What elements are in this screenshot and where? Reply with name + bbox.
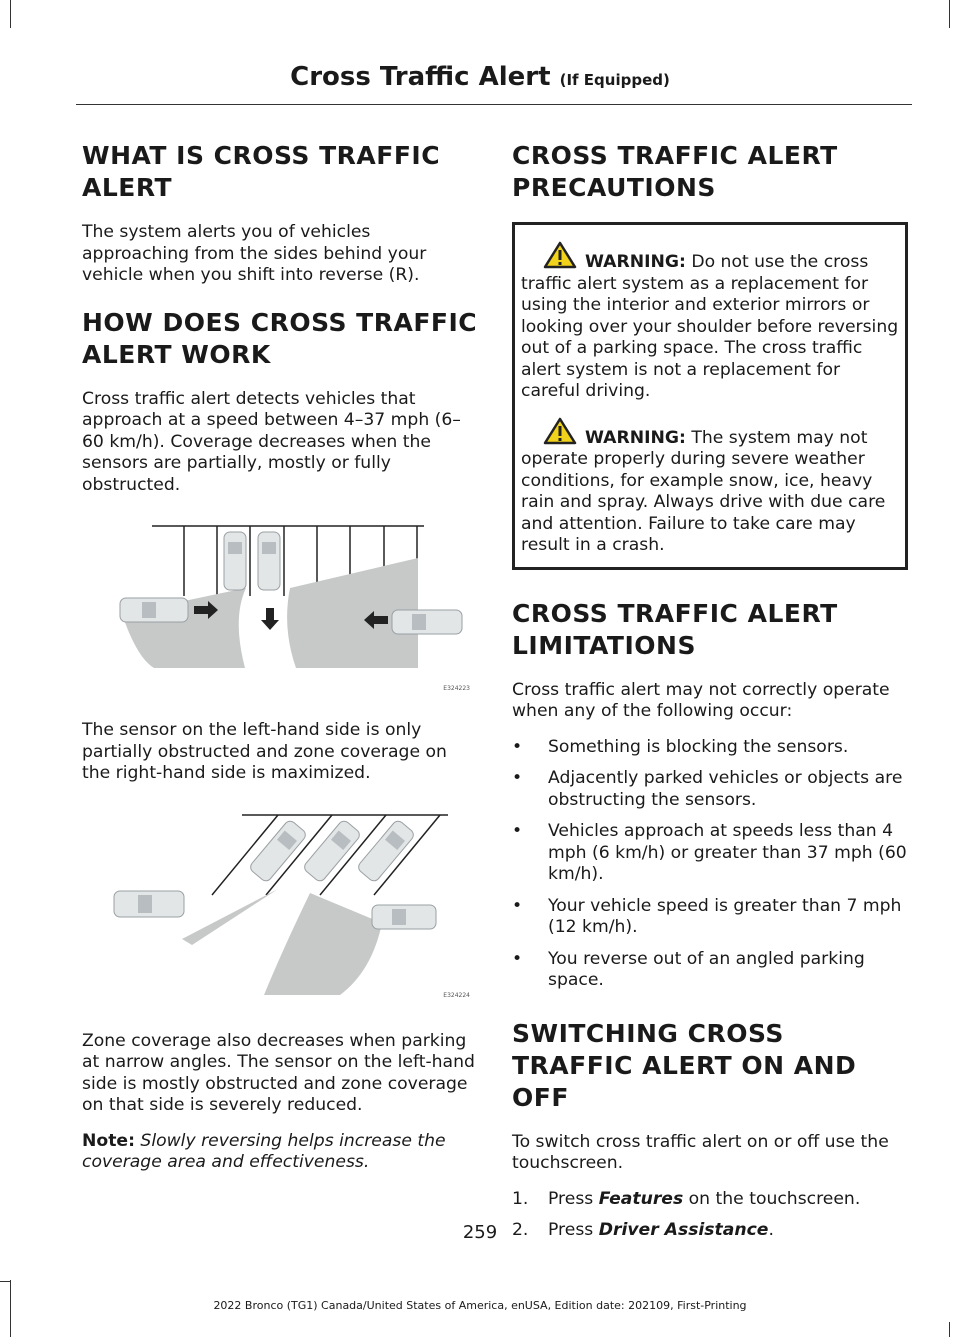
crop-mark [949,1322,950,1337]
bullet: • [512,736,523,757]
bullet: • [512,768,523,788]
list-item-text: Something is blocking the sensors. [548,736,849,757]
note [82,1131,478,1174]
warning-item [521,241,899,403]
bullet: • [512,948,523,969]
step-text: on the touchscreen. [688,1188,861,1209]
section-heading-limitations: CROSS TRAFFIC ALERT LIMITATIONS [512,598,838,660]
section-heading-how-does: HOW DOES CROSS TRAFFIC ALERT WORK [82,307,478,369]
section-heading-what-is: WHAT IS CROSS TRAFFIC ALERT [82,141,441,202]
step-emphasis: Features [598,1188,684,1209]
bullet: • [512,821,523,841]
right-column [512,140,908,1252]
list-item [512,768,908,811]
page-number: 259 [462,1222,498,1243]
left-column [82,140,478,1188]
bullet: • [512,895,523,916]
warning-label: WARNING: [585,252,686,272]
list-item [512,821,908,886]
step-text: . [768,1220,774,1240]
header-rule [76,104,912,105]
paragraph-narrow-angles: Zone coverage also decreases when parking at narrow angles. The sensor on the left-hand side is mostly obstructed and zone coverage on that side is severely reduced. [82,1030,475,1115]
list-item [512,949,908,992]
warning-label: WARNING: [585,427,686,448]
list-item [512,896,908,939]
warning-text: Do not use the cross traffic alert system as a replacement for using the interior and exterior mirrors or looking over your shoulder before reversing out of a parking space. The cross traffic alert system is not a replacement for careful driving. [521,252,899,401]
figure-angled-parking [82,811,478,1001]
figure-code: E324224 [443,991,470,999]
list-item-text: Adjacently parked vehicles or objects are obstructing the sensors. [548,768,903,810]
limitations-list [512,737,908,992]
page-header [0,62,960,92]
paragraph-limitations: Cross traffic alert may not correctly operate when any of the following occur: [512,679,890,721]
coverage-diagram-1 [82,518,478,694]
section-heading-switching: SWITCHING CROSS TRAFFIC ALERT ON AND OFF [512,1018,857,1112]
step-number: 2. [512,1220,529,1240]
warning-box [512,222,908,570]
list-item-text: You reverse out of an angled parking space. [548,948,865,990]
step-text: Press [548,1220,594,1240]
note-text: Slowly reversing helps increase the coverage area and effectiveness. [82,1130,446,1172]
step-item [512,1189,908,1211]
paragraph-switching: To switch cross traffic alert on or off use the touchscreen. [512,1131,889,1173]
list-item-text: Vehicles approach at speeds less than 4 mph (6 km/h) or greater than 37 mph (60 km/h). [548,821,907,884]
header-suffix: (If Equipped) [559,71,670,89]
warning-triangle-icon [543,417,577,445]
step-number: 1. [512,1188,529,1209]
section-heading-precautions: CROSS TRAFFIC ALERT PRECAUTIONS [512,141,838,202]
coverage-diagram-2 [82,811,478,1001]
step-text: Press [548,1188,594,1209]
page-footer: 2022 Bronco (TG1) Canada/United States of America, enUSA, Edition date: 202109, First-Printing [213,1299,747,1312]
step-emphasis: Driver Assistance [598,1220,769,1240]
crop-mark [10,0,11,28]
figure-code: E324223 [443,685,470,692]
crop-mark [949,0,950,28]
paragraph-left-sensor: The sensor on the left-hand side is only partially obstructed and zone coverage on the right-hand side is maximized. [82,720,447,783]
header-title: Cross Traffic Alert [290,62,551,92]
crop-mark [0,1281,10,1282]
warning-triangle-icon [543,241,577,269]
list-item [512,737,908,759]
paragraph-how: Cross traffic alert detects vehicles that approach at a speed between 4–37 mph (6–60 km/h). Coverage decreases when the sensors are partially, mostly or fully obstructed. [82,388,461,495]
note-label: Note: [82,1130,135,1151]
paragraph-intro: The system alerts you of vehicles approaching from the sides behind your vehicle when you shift into reverse (R). [82,222,427,285]
list-item-text: Your vehicle speed is greater than 7 mph (12 km/h). [548,895,902,937]
figure-sensor-coverage [82,518,478,694]
warning-text: The system may not operate properly during severe weather conditions, for example snow, ice, heavy rain and spray. Always drive with due care and attention. Failure to take care may result in a crash. [521,427,886,555]
warning-item [521,417,899,557]
